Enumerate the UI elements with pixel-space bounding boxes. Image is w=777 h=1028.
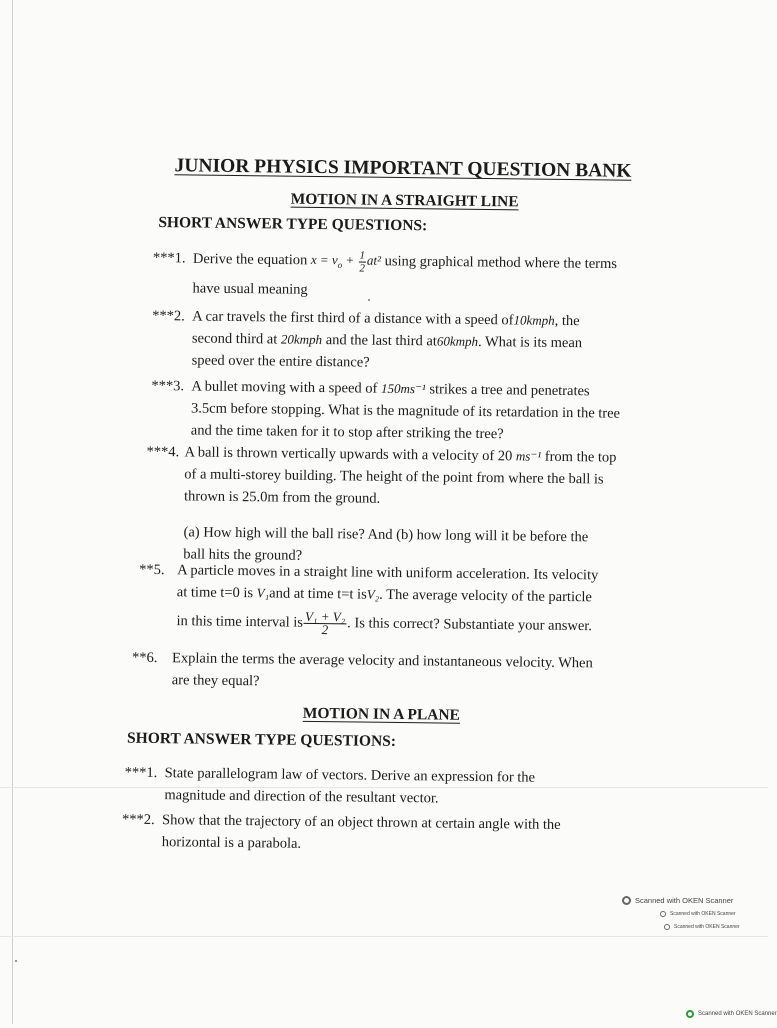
question-number: ***2. [121,811,155,829]
question-text-line: A particle moves in a straight line with uniform acceleration. Its velocity [177,562,599,584]
question-text-line: A ball is thrown vertically upwards with a velocity of 20 ms⁻¹ from the top [184,444,617,466]
fraction: $\frac{\text{V₁ + V₂}}{2}$ [304,608,346,638]
scanner-watermark: Scanned with OKEN Scanner [622,896,733,905]
question-number: ***1. [124,764,158,782]
question-text-line: magnitude and direction of the resultant vector. [164,787,439,807]
scanner-logo-icon [660,911,666,917]
question-text-line: (a) How high will the ball rise? And (b) how long will it be before the [183,524,589,546]
question-text-line: A car travels the first third of a distance with a speed of10kmph, the [192,308,580,330]
question-text-line: thrown is 25.0m from the ground. [183,488,381,507]
question-number: **5. [139,561,165,579]
question-text-line: Show that the trajectory of an object thrown at certain angle with the [161,812,561,833]
question-text-line: Explain the terms the average velocity and instantaneous velocity. When [171,650,593,672]
question-text-line: State parallelogram law of vectors. Derive an expression for the [164,765,536,786]
question-number: ***2. [152,307,185,325]
section-heading-straight-line: MOTION IN A STRAIGHT LINE [290,190,519,211]
section-subheading: SHORT ANSWER TYPE QUESTIONS: [158,214,428,235]
question-number: ***4. [146,443,180,461]
question-text-line: are they equal? [171,672,260,690]
equation: $x = v_o$ + $\frac{1}{2}$ at² [310,249,382,275]
scan-speck [368,299,370,301]
question-text-line: have usual meaning [192,280,308,298]
question-number: ***1. [152,249,186,267]
question-text-line: A bullet moving with a speed of 150ms⁻¹ strikes a tree and penetrates [191,378,590,400]
document-title: JUNIOR PHYSICS IMPORTANT QUESTION BANK [174,155,632,182]
question-text-line: of a multi-storey building. The height of the point from where the ball is [184,466,604,488]
question-text-line: speed over the entire distance? [191,352,370,371]
fraction: $\frac{1}{2}$ [359,249,366,275]
scanner-watermark: Scanned with OKEN Scanner [660,911,736,917]
scanner-watermark-bottom: Scanned with OKEN Scanner [686,1010,777,1018]
question-text-line: Derive the equation $x = v_o$ + $\frac{1}{2}$ at² using graphical method where the terms [192,249,618,275]
question-number: **6. [131,649,158,667]
section-heading-plane: MOTION IN A PLANE [302,704,461,724]
scan-speck [15,960,17,962]
question-text-line: at time t=0 is V₁and at time t=t isV₂. The average velocity of the particle [176,584,593,606]
question-text-line: horizontal is a parabola. [161,834,302,852]
question-text-line: second third at 20kmph and the last third at60kmph. What is its mean [191,330,583,352]
scanner-logo-icon [686,1010,694,1018]
section-subheading: SHORT ANSWER TYPE QUESTIONS: [126,729,397,750]
question-text-line: 3.5cm before stopping. What is the magnitude of its retardation in the tree [191,400,621,422]
scanner-watermark: Scanned with OKEN Scanner [664,924,740,930]
question-text-line: ball hits the ground? [183,546,303,564]
scanner-logo-icon [622,896,631,905]
question-text-line: in this time interval is $\frac{\text{V₁ + V₂}}{2}$ . Is this correct? Substantiate your answer. [176,608,593,638]
question-number: ***3. [151,377,185,395]
scanner-logo-icon [664,924,670,930]
question-text-line: and the time taken for it to stop after striking the tree? [190,422,504,443]
